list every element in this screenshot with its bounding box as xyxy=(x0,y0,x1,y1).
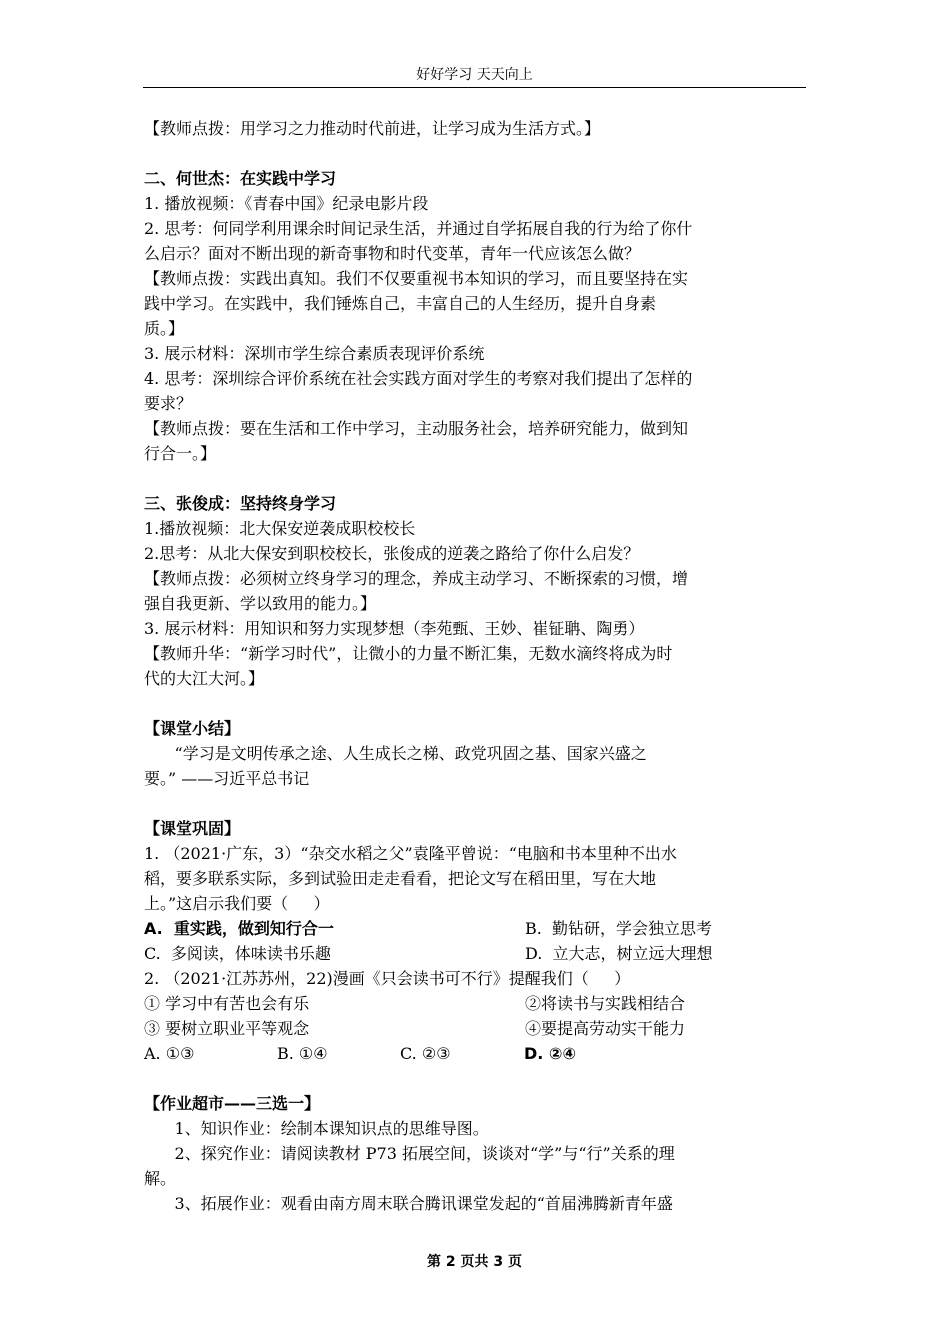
section3-line: 3. 展示材料：用知识和努力实现梦想（李苑甄、王妙、崔钲聃、陶勇） xyxy=(144,619,645,638)
question1-options-row xyxy=(144,941,808,966)
answer-d: D. ②④ xyxy=(524,1044,577,1063)
item-3: ③ 要树立职业平等观念 xyxy=(144,1019,310,1038)
question2-line: 2. （2021·江苏苏州，22)漫画《只会读书可不行》提醒我们（ ） xyxy=(144,969,631,988)
option-b: B. 勤钻研，学会独立思考 xyxy=(525,919,713,938)
question2-items-row xyxy=(144,991,808,1016)
homework-line: 3、拓展作业：观看由南方周末联合腾讯课堂发起的“首届沸腾新青年盛 xyxy=(144,1194,673,1213)
spacer xyxy=(144,466,808,491)
section2-line: 践中学习。在实践中，我们锤炼自己，丰富自己的人生经历，提升自身素 xyxy=(144,294,657,313)
question1-line: 稻，要多联系实际，多到试验田走走看看，把论文写在稻田里，写在大地 xyxy=(144,869,657,888)
spacer xyxy=(144,691,808,716)
page-footer: 第 2 页共 3 页 xyxy=(427,1254,522,1270)
intro-tip: 【教师点拨：用学习之力推动时代前进，让学习成为生活方式。】 xyxy=(144,119,601,138)
homework-line: 2、探究作业：请阅读教材 P73 拓展空间，谈谈对“学”与“行”关系的理 xyxy=(144,1144,675,1163)
option-a: A. 重实践，做到知行合一 xyxy=(144,919,334,938)
option-c: C. 多阅读，体味读书乐趣 xyxy=(144,944,331,963)
homework-title: 【作业超市——三选一】 xyxy=(144,1094,321,1113)
summary-quote: 要。” ——习近平总书记 xyxy=(144,769,310,788)
question1-line: 1. （2021·广东，3）“杂交水稻之父”袁隆平曾说：“电脑和书本里种不出水 xyxy=(144,844,677,863)
section2-line: 么启示？面对不断出现的新奇事物和时代变革，青年一代应该怎么做？ xyxy=(144,244,641,263)
question2-items-row xyxy=(144,1016,808,1041)
item-2: ②将读书与实践相结合 xyxy=(525,994,686,1013)
section2-line: 1. 播放视频：《青春中国》纪录电影片段 xyxy=(144,194,429,213)
question1-options-row xyxy=(144,916,808,941)
section2-line: 行合一。】 xyxy=(144,444,217,463)
section2-line: 4. 思考：深圳综合评价系统在社会实践方面对学生的考察对我们提出了怎样的 xyxy=(144,369,693,388)
answer-b: B. ①④ xyxy=(277,1044,328,1063)
section2-line: 2. 思考：何同学利用课余时间记录生活，并通过自学拓展自我的行为给了你什 xyxy=(144,219,693,238)
section2-line: 【教师点拨：要在生活和工作中学习，主动服务社会，培养研究能力，做到知 xyxy=(144,419,689,438)
item-4: ④要提高劳动实干能力 xyxy=(525,1019,686,1038)
spacer xyxy=(144,791,808,816)
section2-title: 二、何世杰：在实践中学习 xyxy=(144,169,337,188)
section2-line: 3. 展示材料：深圳市学生综合素质表现评价系统 xyxy=(144,344,485,363)
item-1: ① 学习中有苦也会有乐 xyxy=(144,994,310,1013)
option-d: D. 立大志，树立远大理想 xyxy=(525,944,713,963)
section3-line: 2.思考：从北大保安到职校校长，张俊成的逆袭之路给了你什么启发？ xyxy=(144,544,640,563)
homework-line: 解。 xyxy=(144,1169,177,1188)
section3-line: 强自我更新、学以致用的能力。】 xyxy=(144,594,377,613)
section3-line: 代的大江大河。】 xyxy=(144,669,265,688)
summary-title: 【课堂小结】 xyxy=(144,719,241,738)
answer-a: A. ①③ xyxy=(144,1044,195,1063)
consolidation-title: 【课堂巩固】 xyxy=(144,819,241,838)
section3-line: 1.播放视频：北大保安逆袭成职校校长 xyxy=(144,519,416,538)
document-body xyxy=(144,116,808,1216)
page-header: 好好学习 天天向上 xyxy=(416,67,533,83)
spacer xyxy=(144,141,808,166)
question1-line: 上。”这启示我们要（ ） xyxy=(144,894,330,913)
question2-answers xyxy=(144,1041,808,1066)
answer-c: C. ②③ xyxy=(400,1044,451,1063)
section2-line: 【教师点拨：实践出真知。我们不仅要重视书本知识的学习，而且要坚持在实 xyxy=(144,269,689,288)
section2-line: 质。】 xyxy=(144,319,185,338)
summary-quote: “学习是文明传承之途、人生成长之梯、政党巩固之基、国家兴盛之 xyxy=(144,744,647,763)
section3-line: 【教师点拨：必须树立终身学习的理念，养成主动学习、不断探索的习惯，增 xyxy=(144,569,689,588)
header-divider xyxy=(143,87,806,88)
section3-title: 三、张俊成：坚持终身学习 xyxy=(144,494,337,513)
homework-line: 1、知识作业：绘制本课知识点的思维导图。 xyxy=(144,1119,489,1138)
section3-line: 【教师升华：“新学习时代”，让微小的力量不断汇集，无数水滴终将成为时 xyxy=(144,644,673,663)
spacer xyxy=(144,1066,808,1091)
section2-line: 要求？ xyxy=(144,394,193,413)
